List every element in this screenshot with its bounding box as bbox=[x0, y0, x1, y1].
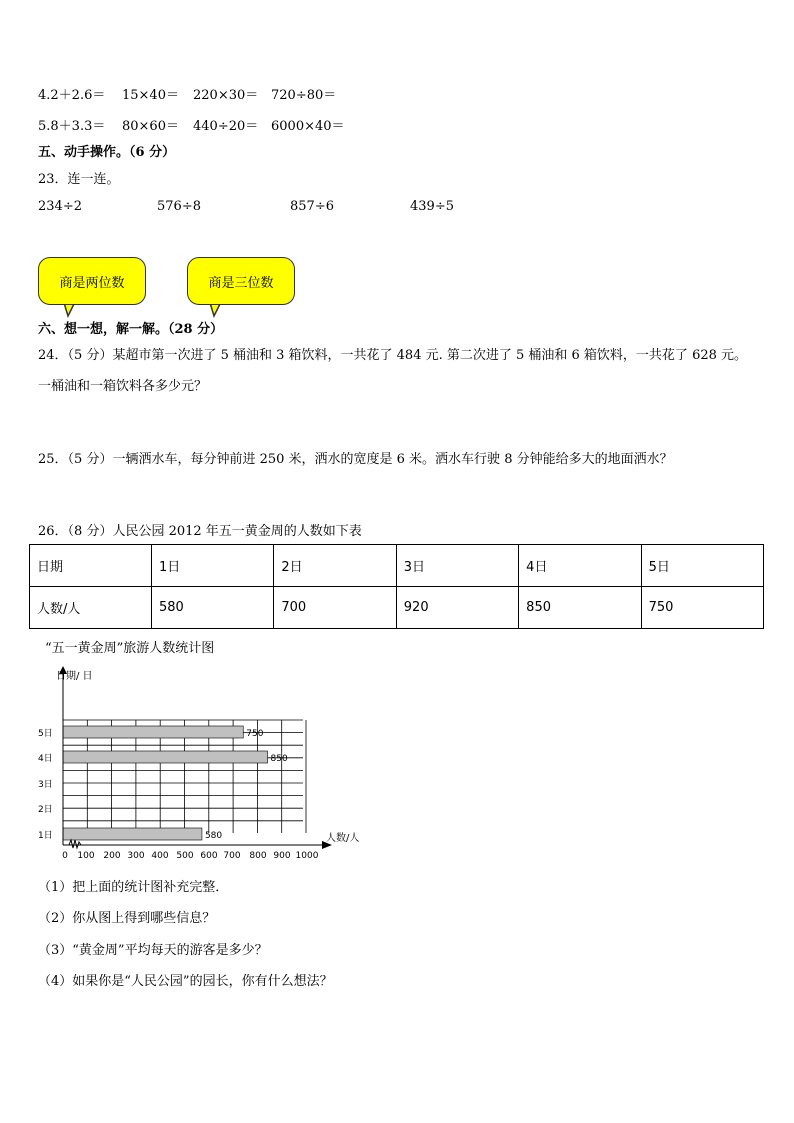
q23-expr: 576÷8 bbox=[157, 199, 201, 214]
table-cell: 920 bbox=[396, 587, 518, 629]
data-label: 750 bbox=[246, 729, 264, 739]
table-cell: 750 bbox=[641, 587, 763, 629]
y-tick-label: 4日 bbox=[38, 754, 53, 764]
y-tick-label: 1日 bbox=[38, 831, 53, 841]
bubble-two-digit: 商是两位数 bbox=[38, 257, 146, 305]
table-cell: 日期 bbox=[30, 545, 152, 587]
calc-item: 6000×40＝ bbox=[271, 119, 345, 134]
x-tick-label: 600 bbox=[200, 851, 218, 861]
y-tick-label: 3日 bbox=[38, 780, 53, 790]
table-cell: 1日 bbox=[152, 545, 274, 587]
data-label: 850 bbox=[270, 754, 288, 764]
chart-title: “五一黄金周”旅游人数统计图 bbox=[45, 641, 215, 656]
section-five-heading: 五、动手操作。（6 分） bbox=[38, 145, 176, 160]
x-tick-label: 400 bbox=[151, 851, 169, 861]
y-tick-label: 2日 bbox=[38, 805, 53, 815]
q26-text: 26．（8 分）人民公园 2012 年五一黄金周的人数如下表 bbox=[38, 524, 362, 539]
sub-question: （3）“黄金周”平均每天的游客是多少？ bbox=[38, 943, 268, 958]
calc-item: 80×60＝ bbox=[122, 119, 179, 134]
sub-question: （4）如果你是“人民公园”的园长，你有什么想法？ bbox=[38, 974, 333, 989]
table-cell: 2日 bbox=[274, 545, 396, 587]
bar bbox=[63, 828, 202, 840]
table-cell: 人数/人 bbox=[30, 587, 152, 629]
section-six-heading: 六、想一想，解一解。（28 分） bbox=[38, 322, 224, 337]
bar-chart bbox=[0, 660, 400, 865]
q23-expr: 857÷6 bbox=[290, 199, 334, 214]
x-tick-label: 800 bbox=[249, 851, 267, 861]
table-cell: 4日 bbox=[519, 545, 641, 587]
table-row bbox=[30, 545, 764, 587]
bubble-three-digit: 商是三位数 bbox=[187, 257, 295, 305]
calc-item: 220×30＝ bbox=[193, 88, 259, 103]
x-tick-label: 100 bbox=[77, 851, 95, 861]
calc-item: 720÷80＝ bbox=[271, 88, 337, 103]
y-tick-label: 5日 bbox=[38, 729, 53, 739]
calc-item: 15×40＝ bbox=[122, 88, 179, 103]
q24-question: 一桶油和一箱饮料各多少元？ bbox=[38, 379, 208, 394]
x-axis-label: 人数/人 bbox=[326, 833, 360, 844]
table-cell: 3日 bbox=[396, 545, 518, 587]
table-cell: 700 bbox=[274, 587, 396, 629]
bar bbox=[63, 751, 268, 763]
table-row bbox=[30, 587, 764, 629]
axis-break bbox=[69, 840, 81, 848]
x-tick-label: 300 bbox=[127, 851, 145, 861]
calc-item: 5.8＋3.3＝ bbox=[38, 119, 106, 134]
table-cell: 850 bbox=[519, 587, 641, 629]
sub-question: （2）你从图上得到哪些信息？ bbox=[38, 911, 216, 926]
q23-expr: 234÷2 bbox=[38, 199, 82, 214]
x-tick-label: 200 bbox=[103, 851, 121, 861]
q24-text: 24．（5 分）某超市第一次进了 5 桶油和 3 箱饮料，一共花了 484 元. 第二次进了 5 桶油和 6 箱饮料，一共花了 628 元。 bbox=[38, 348, 748, 363]
calc-item: 440÷20＝ bbox=[193, 119, 259, 134]
x-tick-label: 0 bbox=[62, 851, 68, 861]
sub-question: （1）把上面的统计图补充完整． bbox=[38, 880, 229, 895]
visitor-table bbox=[29, 544, 764, 629]
x-tick-label: 700 bbox=[223, 851, 241, 861]
table-cell: 5日 bbox=[641, 545, 763, 587]
x-tick-label: 500 bbox=[176, 851, 194, 861]
data-label: 580 bbox=[204, 831, 223, 841]
x-tick-label: 900 bbox=[273, 851, 291, 861]
table-cell: 580 bbox=[152, 587, 274, 629]
q25-text: 25．（5 分）一辆洒水车，每分钟前进 250 米，洒水的宽度是 6 米。洒水车行驶 8 分钟能给多大的地面洒水？ bbox=[38, 452, 673, 467]
q23-title: 23．连一连。 bbox=[38, 172, 120, 187]
x-tick-label: 1000 bbox=[295, 851, 319, 861]
y-axis-label: 日期/ 日 bbox=[56, 671, 93, 682]
calc-item: 4.2＋2.6＝ bbox=[38, 88, 106, 103]
q23-expr: 439÷5 bbox=[410, 199, 454, 214]
bar bbox=[63, 726, 243, 738]
